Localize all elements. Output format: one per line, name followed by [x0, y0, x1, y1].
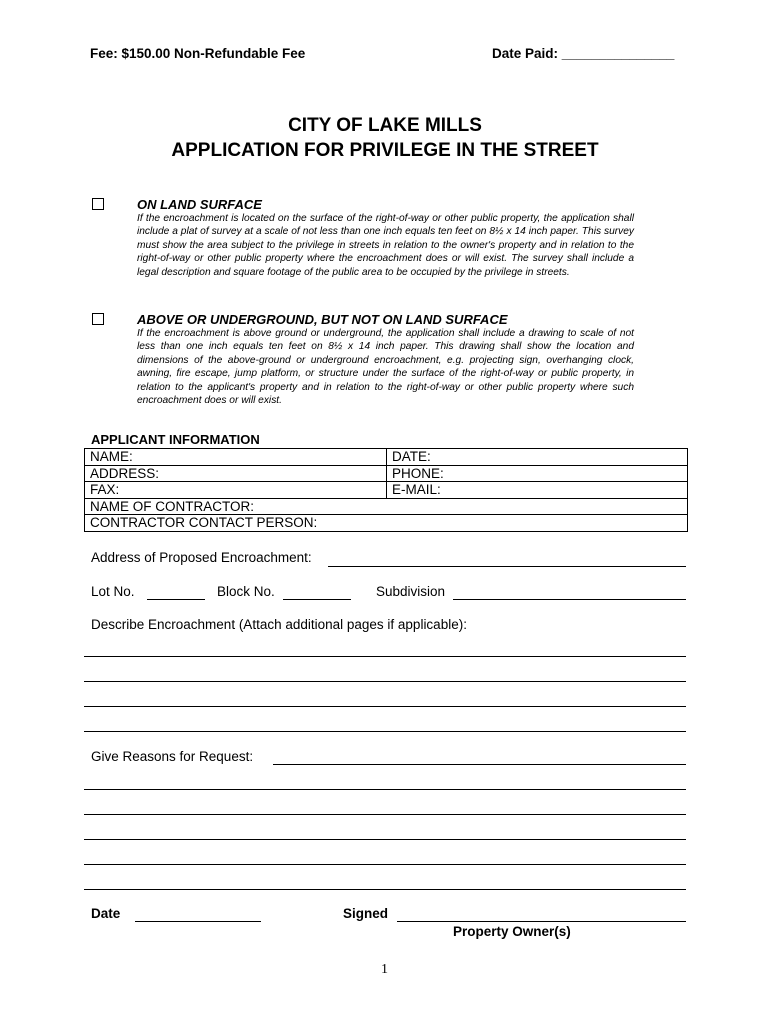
option-land-surface-heading: ON LAND SURFACE	[137, 197, 262, 212]
applicant-info-heading: APPLICANT INFORMATION	[91, 432, 260, 447]
describe-line[interactable]	[84, 656, 686, 657]
block-label: Block No.	[217, 584, 275, 599]
option-land-surface-description: If the encroachment is located on the surface of the right-of-way or other public property, the application shall include a plat of survey at a scale of not less than one inch equals ten feet on 8½ x 14 inch paper. This survey must show the area subject to the privilege in streets in relation to the owner's property and in relation to the right-of-way or other public property where the encroachment does or will exist. The survey shall include a legal description and square footage of the public area to be occupied by the privilege in streets.	[137, 213, 634, 278]
option-above-underground-heading: ABOVE OR UNDERGROUND, BUT NOT ON LAND SURFACE	[137, 312, 508, 327]
subdivision-label: Subdivision	[376, 584, 446, 599]
land-surface-checkbox[interactable]	[92, 198, 104, 210]
applicant-info-table	[84, 448, 688, 532]
describe-encroachment-label: Describe Encroachment (Attach additional pages if applicable):	[91, 617, 467, 632]
contractor-contact-field[interactable]: CONTRACTOR CONTACT PERSON:	[85, 515, 688, 532]
fee-text: Fee: $150.00 Non-Refundable Fee	[90, 46, 306, 61]
date-field[interactable]: DATE:	[387, 449, 688, 466]
lot-line[interactable]	[147, 599, 205, 600]
block-line[interactable]	[283, 599, 351, 600]
page-title: CITY OF LAKE MILLS	[288, 115, 482, 136]
page-number: 1	[381, 962, 388, 977]
phone-field[interactable]: PHONE:	[387, 465, 688, 482]
date-paid-text: Date Paid: _______________	[492, 46, 675, 61]
above-underground-checkbox[interactable]	[92, 313, 104, 325]
describe-line[interactable]	[84, 706, 686, 707]
subdivision-line[interactable]	[453, 599, 686, 600]
fax-field[interactable]: FAX:	[85, 482, 387, 499]
signature-date-line[interactable]	[135, 921, 261, 922]
address-field[interactable]: ADDRESS:	[85, 465, 387, 482]
describe-line[interactable]	[84, 731, 686, 732]
reasons-line[interactable]	[84, 839, 686, 840]
reasons-line[interactable]	[84, 889, 686, 890]
reasons-line[interactable]	[84, 814, 686, 815]
option-above-underground-description: If the encroachment is above ground or underground, the application shall include a drawing to scale of not less than one inch equals ten feet on 8½ x 14 inch paper. This drawing shall show the location and dimensions of the above-ground or underground encroachment, e.g. projecting sign, overhanging clock, awning, fire escape, jump platform, or structure under the surface of the right-of-way or public property, in relation to the applicant's property and in relation to the right-of-way or other public property where such encroachment does or will exist.	[137, 328, 634, 407]
encroachment-address-label: Address of Proposed Encroachment:	[91, 550, 312, 565]
describe-line[interactable]	[84, 681, 686, 682]
property-owner-label: Property Owner(s)	[453, 924, 571, 939]
reasons-line[interactable]	[84, 864, 686, 865]
encroachment-address-line[interactable]	[328, 566, 686, 567]
email-field[interactable]: E-MAIL:	[387, 482, 688, 499]
contractor-name-field[interactable]: NAME OF CONTRACTOR:	[85, 498, 688, 515]
name-field[interactable]: NAME:	[85, 449, 387, 466]
reasons-line[interactable]	[273, 764, 686, 765]
signed-label: Signed	[343, 906, 389, 921]
signature-date-label: Date	[91, 906, 121, 921]
reasons-label: Give Reasons for Request:	[91, 749, 254, 764]
page-subtitle: APPLICATION FOR PRIVILEGE IN THE STREET	[171, 140, 599, 161]
lot-label: Lot No.	[91, 584, 135, 599]
signature-line[interactable]	[397, 921, 686, 922]
reasons-line[interactable]	[84, 789, 686, 790]
